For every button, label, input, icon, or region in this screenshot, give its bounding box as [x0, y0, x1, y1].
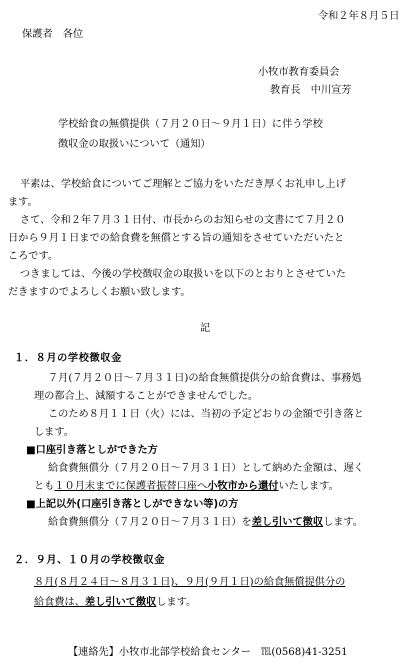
paragraph-1-cont: ます。	[8, 197, 38, 208]
section-2-line-1: ８月(８月２４日～８月３１日)、９月(９月１日)の給食無償提供分の	[34, 577, 346, 588]
subsection-2-heading: ■上記以外(口座引き落としができない等)の方	[26, 499, 239, 510]
bold-refund-text: 小牧市から還付	[207, 481, 279, 492]
subsection-1-line-2	[34, 480, 339, 493]
paragraph-2-cont-1: 日から９月１日までの給食費を無償とする旨の通知をさせていただいたと	[8, 233, 345, 244]
section-2-line-2	[34, 596, 196, 609]
section-1-line-1: ７月(７月２０日～７月３１日)の給食無償提供分の給食費は、事務処	[48, 373, 362, 384]
subsection-2-line-1	[48, 516, 363, 529]
sender-person: 教育長 中川宣芳	[270, 85, 352, 96]
date: 令和２年８月５日	[318, 11, 400, 22]
sender-org: 小牧市教育委員会	[258, 67, 340, 78]
underlined-text: 給食費は、	[34, 597, 85, 608]
text-fragment: します。	[323, 517, 363, 528]
footer-contact: 【連絡先】小牧市北部学校給食センター ℡(0568)41-3251	[68, 647, 348, 658]
paragraph-3-cont: だきますのでよろしくお願い致します。	[8, 287, 191, 298]
text-fragment: とも	[34, 481, 55, 492]
text-fragment: 給食費無償分（７月２０日～７月３１日）を	[48, 517, 252, 528]
section-1-line-3: このため８月１１日（火）には、当初の予定どおりの金額で引き落と	[48, 409, 364, 420]
title-line-2: 徴収金の取扱いについて（通知）	[58, 139, 211, 150]
paragraph-1: 平素は、学校給食についてご理解とご協力をいただき厚くお礼申し上げ	[20, 179, 346, 190]
bold-deduct-text: 差し引いて徴収	[84, 597, 157, 608]
recipient: 保護者 各位	[22, 29, 84, 40]
subsection-1-heading: ■口座引き落としができた方	[26, 445, 158, 456]
title-line-1: 学校給食の無償提供（７月２０日～９月１日）に伴う学校	[58, 119, 323, 130]
text-fragment: します。	[156, 597, 197, 608]
section-2-heading: ２．９月、１０月の学校徴収金	[14, 555, 166, 566]
section-1-heading: １．８月の学校徴収金	[14, 353, 122, 364]
section-1-line-2: 理の都合上、減額することができませんでした。	[34, 391, 259, 402]
paragraph-2: さて、令和２年７月３１日付、市長からのお知らせの文書にて７月２０	[20, 215, 346, 226]
bold-deduct-text: 差し引いて徴収	[251, 517, 324, 528]
paragraph-3: つきましては、今後の学校徴収金の取扱いを以下のとおりとさせていた	[20, 269, 346, 280]
subsection-1-line-1: 給食費無償分（７月２０日～７月３１日）として納めた金額は、遅く	[48, 463, 364, 474]
ki-heading: 記	[200, 323, 211, 334]
text-fragment: いたします。	[278, 481, 339, 492]
underlined-deadline: １０月末までに保護者振替口座へ	[54, 481, 208, 492]
section-1-line-4: します。	[34, 427, 74, 438]
paragraph-2-cont-2: ころです。	[8, 251, 59, 262]
